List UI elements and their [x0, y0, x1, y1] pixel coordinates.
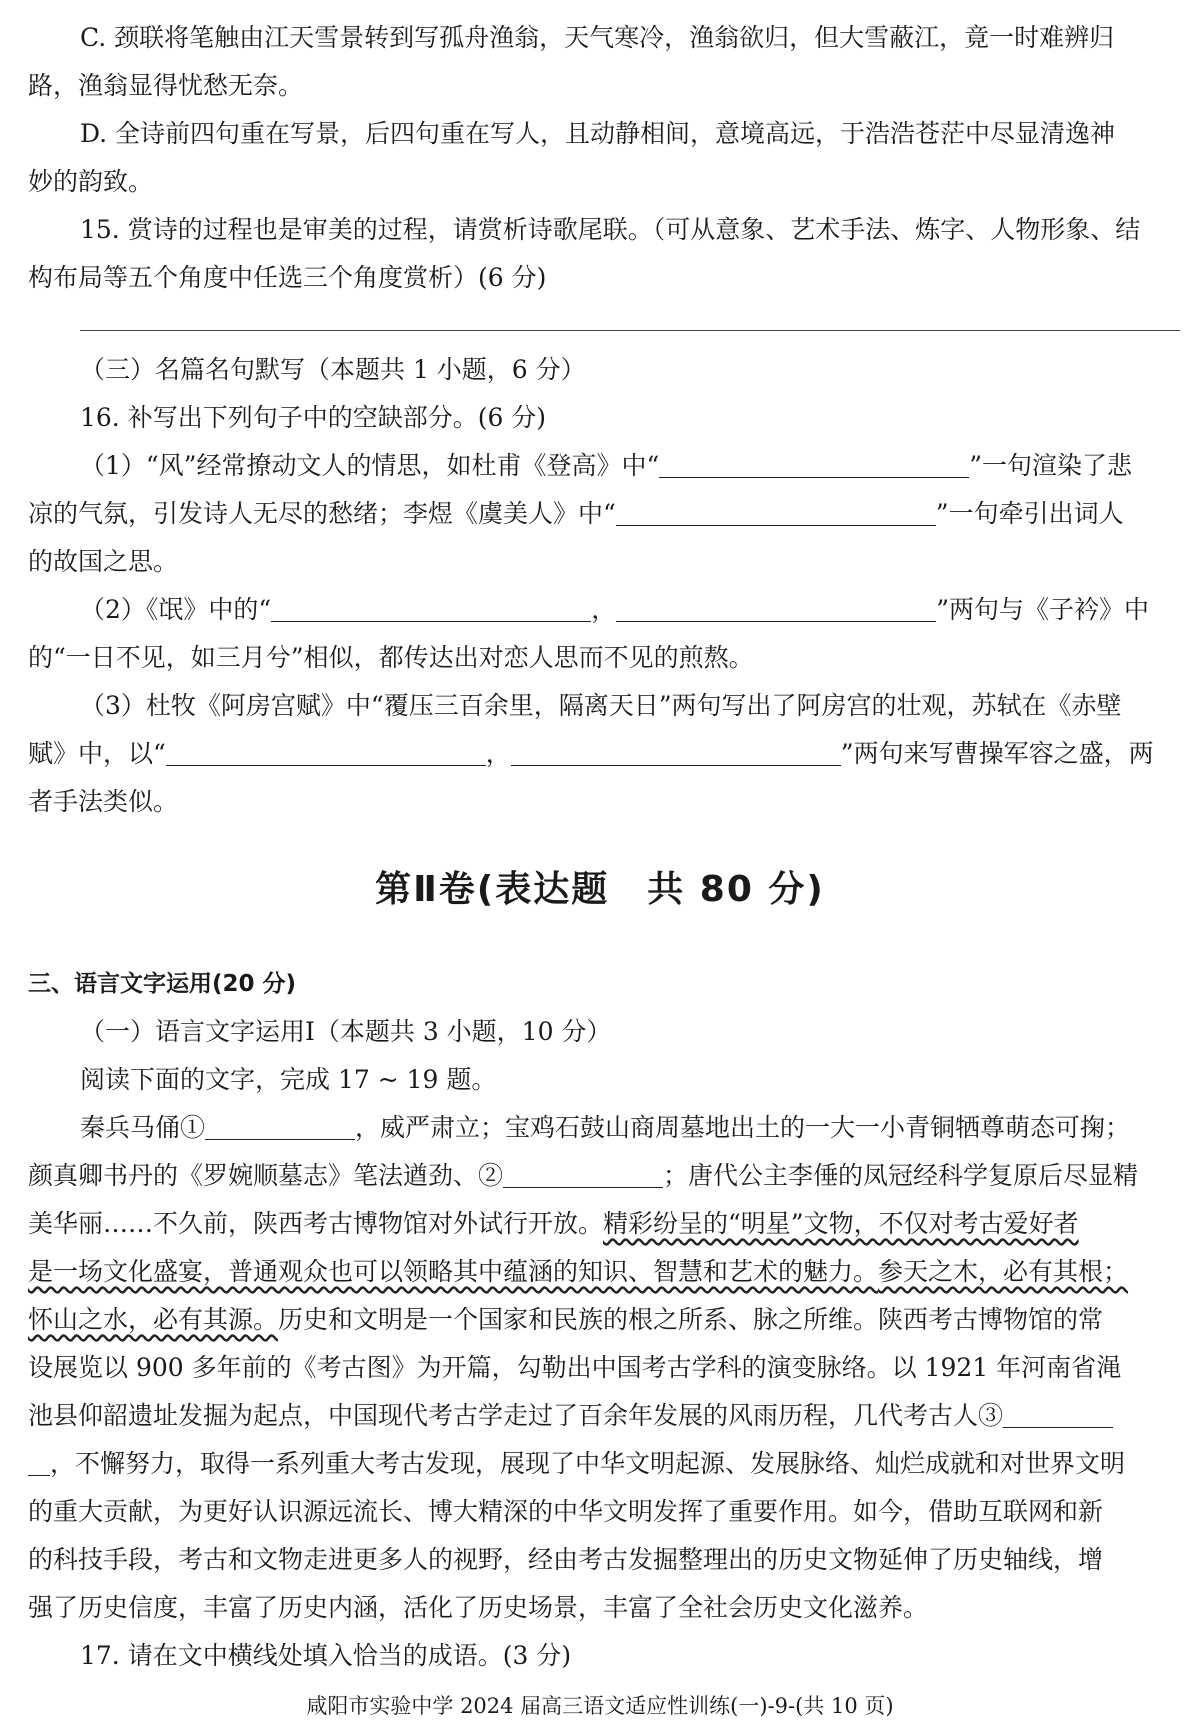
- passage-line-4: [28, 1248, 1178, 1296]
- passage-line-2: [28, 1152, 1178, 1200]
- underlined-sentence-part-1: 精彩纷呈的“明星”文物，不仅对考古爱好者: [603, 1209, 1079, 1238]
- passage-text-5b: 历史和文明是一个国家和民族的根之所系、脉之所维。陕西考古博物馆的常: [278, 1305, 1104, 1334]
- option-d-line-2: 妙的韵致。: [28, 167, 154, 196]
- q16-item-2-text-a: （2）《氓》中的“: [80, 595, 272, 624]
- wavy-sentence-part-2: 怀山之水，必有其源。: [28, 1305, 279, 1334]
- passage-text-3a: 美华丽……不久前，陕西考古博物馆对外试行开放。: [28, 1209, 604, 1238]
- passage-text-8: ，不懈努力，取得一系列重大考古发现，展现了中华文明起源、发展脉络、灿烂成就和对世界文明: [50, 1449, 1126, 1478]
- q16-item-2-text-b: ”两句与《子衿》中: [936, 595, 1149, 624]
- q16-item-3-line-1: （3）杜牧《阿房宫赋》中“覆压三百余里，隔离天日”两句写出了阿房宫的壮观，苏轼在《赤壁: [80, 691, 1122, 720]
- blank-q16-3b[interactable]: [511, 735, 841, 766]
- passage-text-2b: ；唐代公主李倕的凤冠经科学复原后尽显精: [663, 1161, 1139, 1190]
- blank-17-2[interactable]: [503, 1157, 663, 1188]
- q16-item-1-text-b: ”一句渲染了悲: [969, 451, 1133, 480]
- passage-text-2a: 颜真卿书丹的《罗婉顺墓志》笔法遒劲、②: [28, 1161, 504, 1190]
- passage-text-7: 池县仰韶遗址发掘为起点，中国现代考古学走过了百余年发展的风雨历程，几代考古人③: [28, 1401, 1004, 1430]
- q16-item-3-line-3: 者手法类似。: [28, 787, 179, 816]
- question-17: 17. 请在文中横线处填入恰当的成语。(3 分): [80, 1641, 572, 1670]
- blank-q16-3a[interactable]: [166, 735, 486, 766]
- q16-item-3-line-2: [28, 730, 1178, 778]
- passage-line-10: 的科技手段，考古和文物走进更多人的视野，经由考古发掘整理出的历史文物延伸了历史轴线，增: [28, 1545, 1104, 1574]
- section-title: 第Ⅱ卷(表达题 共 80 分): [375, 869, 825, 910]
- part-3-header: （三）名篇名句默写（本题共 1 小题，6 分）: [80, 355, 586, 384]
- passage-line-7: [28, 1392, 1178, 1440]
- blank-q16-1b[interactable]: [616, 495, 936, 526]
- q16-item-1-line-2: [28, 490, 1178, 538]
- passage-line-3: [28, 1200, 1178, 1248]
- wavy-sentence-part-1: 参天之木，必有其根；: [878, 1257, 1129, 1286]
- part-three-subheading: （一）语言文字运用Ⅰ（本题共 3 小题，10 分）: [80, 1017, 612, 1046]
- page-footer: 咸阳市实验中学 2024 届高三语文适应性训练(一)-9-(共 10 页): [306, 1694, 894, 1718]
- blank-17-3b[interactable]: [28, 1445, 50, 1476]
- answer-line-q15[interactable]: [80, 330, 1180, 331]
- passage-line-1: [80, 1104, 1180, 1152]
- q16-item-2-comma: ，: [591, 595, 617, 624]
- q16-item-2-line-2: 的“一日不见，如三月兮”相似，都传达出对恋人思而不见的煎熬。: [28, 643, 754, 672]
- question-15-line-2: 构布局等五个角度中任选三个角度赏析）(6 分): [28, 263, 547, 292]
- question-16-title: 16. 补写出下列句子中的空缺部分。(6 分): [80, 403, 547, 432]
- q16-item-1-text-a: （1）“风”经常撩动文人的情思，如杜甫《登高》中“: [80, 451, 660, 480]
- question-15-line-1: 15. 赏诗的过程也是审美的过程，请赏析诗歌尾联。（可从意象、艺术手法、炼字、人物形象、结: [80, 215, 1141, 244]
- underlined-sentence-part-2: 是一场文化盛宴，普通观众也可以领略其中蕴涵的知识、智慧和艺术的魅力。: [28, 1257, 879, 1286]
- blank-17-1[interactable]: [205, 1109, 355, 1140]
- q16-item-2-line-1: [80, 586, 1180, 634]
- q16-item-3-comma: ，: [485, 739, 511, 768]
- passage-text-1b: ，威严肃立；宝鸡石鼓山商周墓地出土的一大一小青铜牺尊萌态可掬；: [355, 1113, 1131, 1142]
- option-c-line-1: C. 颈联将笔触由江天雪景转到写孤舟渔翁，天气寒冷，渔翁欲归，但大雪蔽江，竟一时难辨归: [80, 23, 1115, 52]
- q16-item-1-text-d: ”一句牵引出词人: [935, 499, 1124, 528]
- blank-q16-1a[interactable]: [659, 447, 969, 478]
- passage-line-9: 的重大贡献，为更好认识源远流长、博大精深的中华文明发挥了重要作用。如今，借助互联网和新: [28, 1497, 1104, 1526]
- blank-17-3a[interactable]: [1003, 1397, 1113, 1428]
- part-three-heading: 三、语言文字运用(20 分): [28, 971, 297, 997]
- option-d-line-1: D. 全诗前四句重在写景，后四句重在写人，且动静相间，意境高远，于浩浩苍茫中尽显清逸神: [80, 119, 1116, 148]
- blank-q16-2a[interactable]: [271, 591, 591, 622]
- passage-line-6: 设展览以 900 多年前的《考古图》为开篇，勾勒出中国考古学科的演变脉络。以 1921 年河南省渑: [28, 1353, 1122, 1382]
- q16-item-1-text-c: 凉的气氛，引发诗人无尽的愁绪；李煜《虞美人》中“: [28, 499, 616, 528]
- q16-item-1-line-1: [80, 442, 1180, 490]
- option-c-line-2: 路，渔翁显得忧愁无奈。: [28, 71, 304, 100]
- q16-item-1-line-3: 的故国之思。: [28, 547, 179, 576]
- passage-text-1a: 秦兵马俑①: [80, 1113, 206, 1142]
- blank-q16-2b[interactable]: [616, 591, 936, 622]
- q16-item-3-text-a: 赋》中，以“: [28, 739, 166, 768]
- reading-instruction: 阅读下面的文字，完成 17 ~ 19 题。: [80, 1065, 497, 1094]
- q16-item-3-text-c: ”两句来写曹操军容之盛，两: [840, 739, 1154, 768]
- passage-line-11: 强了历史信度，丰富了历史内涵，活化了历史场景，丰富了全社会历史文化滋养。: [28, 1593, 929, 1622]
- passage-line-8: [28, 1440, 1178, 1488]
- passage-line-5: [28, 1296, 1178, 1344]
